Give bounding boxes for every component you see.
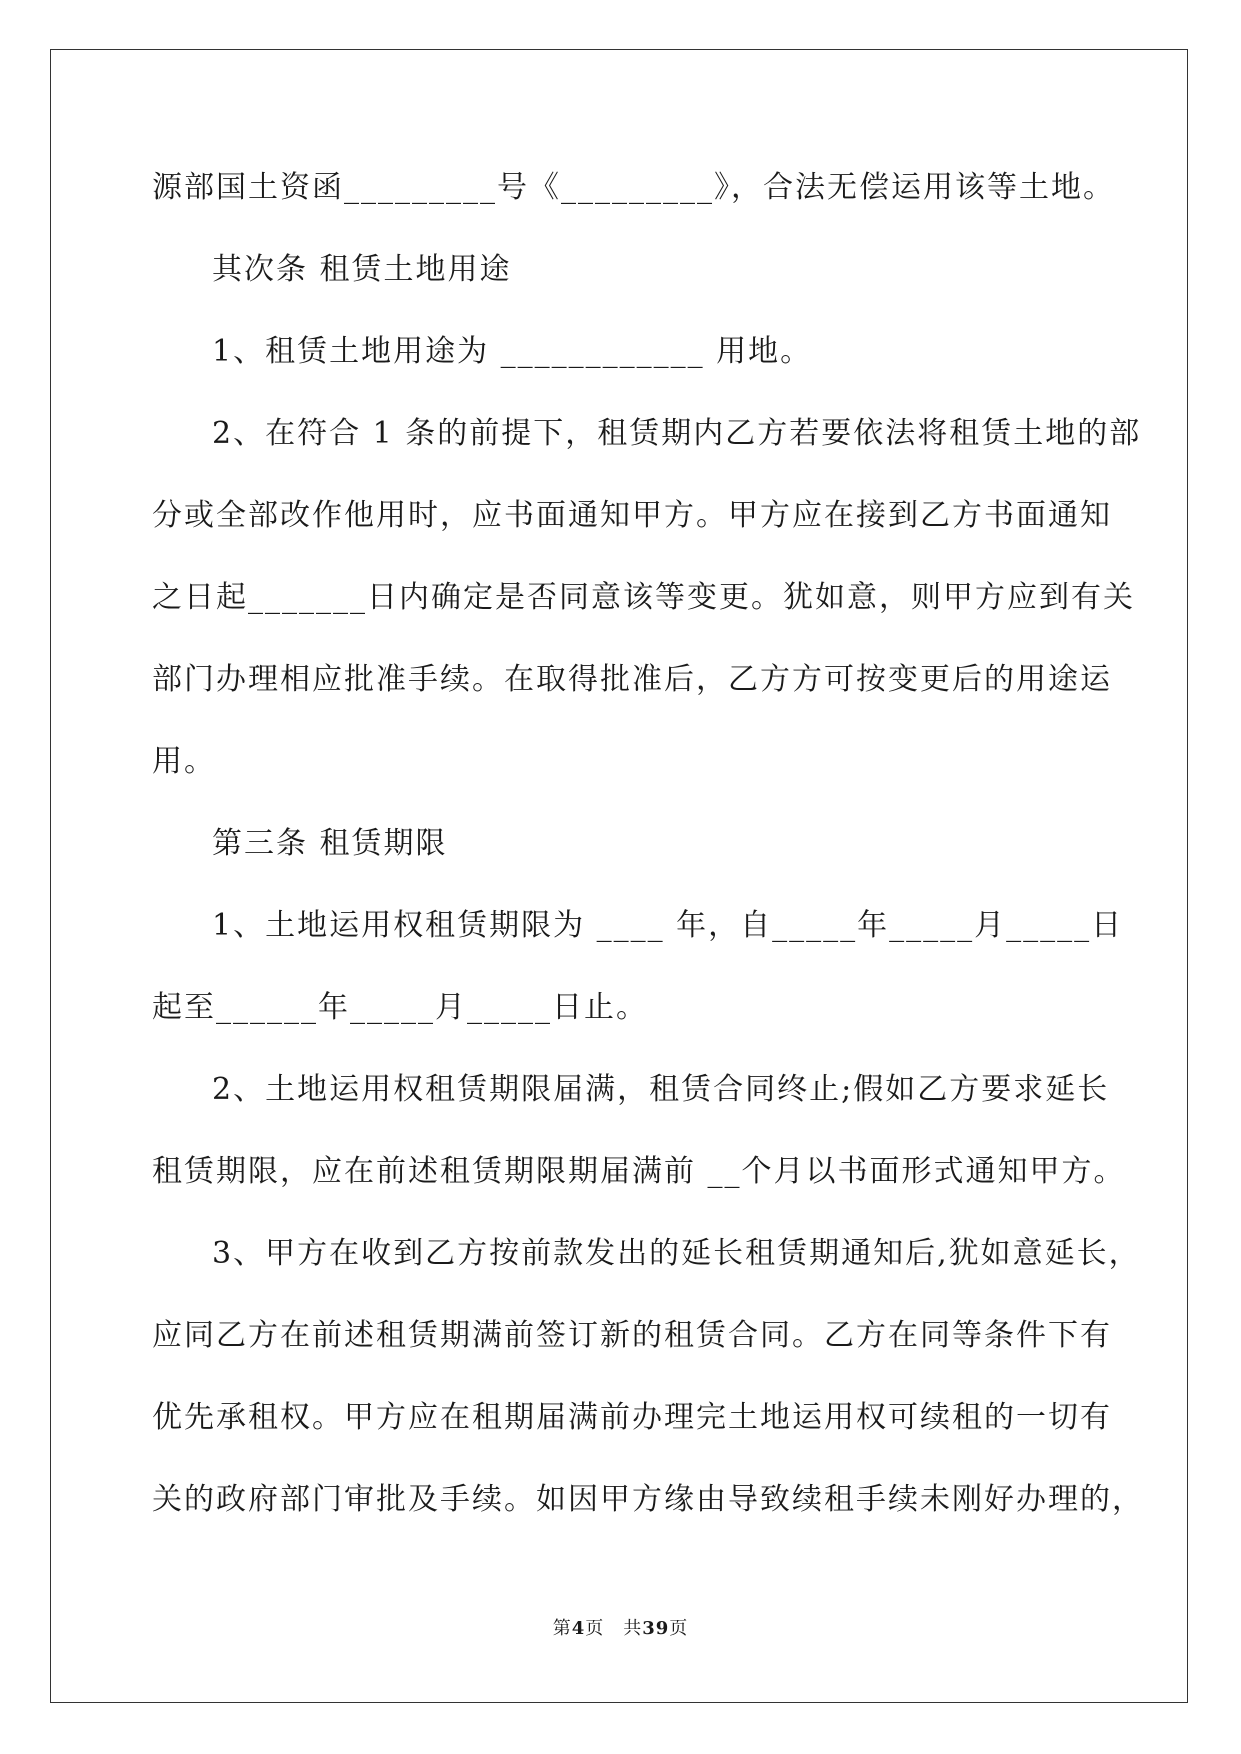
document-body: [152, 163, 1144, 1557]
total-page-number: 39: [642, 1618, 670, 1639]
text-line: 应同乙方在前述租赁期满前签订新的租赁合同。乙方在同等条件下有: [152, 1318, 1112, 1353]
text-line: 1、租赁土地用途为 ____________ 用地。: [212, 334, 813, 369]
text-line: 2、土地运用权租赁期限届满，租赁合同终止;假如乙方要求延长: [212, 1072, 1110, 1107]
text-line: 分或全部改作他用时，应书面通知甲方。甲方应在接到乙方书面通知: [152, 498, 1112, 533]
text-line: 关的政府部门审批及手续。如因甲方缘由导致续租手续未刚好办理的，: [152, 1482, 1144, 1517]
text-line: 源部国土资函_________号《_________》，合法无偿运用该等土地。: [152, 170, 1115, 205]
text-line: 3、甲方在收到乙方按前款发出的延长租赁期通知后,犹如意延长，: [212, 1236, 1141, 1271]
text-line: 第三条 租赁期限: [212, 826, 448, 861]
text-line: 其次条 租赁土地用途: [212, 252, 512, 287]
text-line: 部门办理相应批准手续。在取得批准后，乙方方可按变更后的用途运: [152, 662, 1112, 697]
text-line: 用。: [152, 744, 216, 779]
text-line: 租赁期限，应在前述租赁期限期届满前 __个月以书面形式通知甲方。: [152, 1154, 1126, 1189]
footer-middle: 页 共: [585, 1618, 643, 1639]
current-page-number: 4: [571, 1618, 586, 1639]
footer-prefix: 第: [552, 1618, 572, 1639]
text-line: 优先承租权。甲方应在租期届满前办理完土地运用权可续租的一切有: [152, 1400, 1112, 1435]
text-line: 2、在符合 1 条的前提下，租赁期内乙方若要依法将租赁土地的部: [212, 416, 1142, 451]
page-footer: [0, 1614, 1241, 1640]
text-line: 起至______年_____月_____日止。: [152, 990, 648, 1025]
text-line: 1、土地运用权租赁期限为 ____ 年，自_____年_____月_____日: [212, 908, 1124, 943]
footer-suffix: 页: [669, 1618, 689, 1639]
text-line: 之日起_______日内确定是否同意该等变更。犹如意，则甲方应到有关: [152, 580, 1135, 615]
